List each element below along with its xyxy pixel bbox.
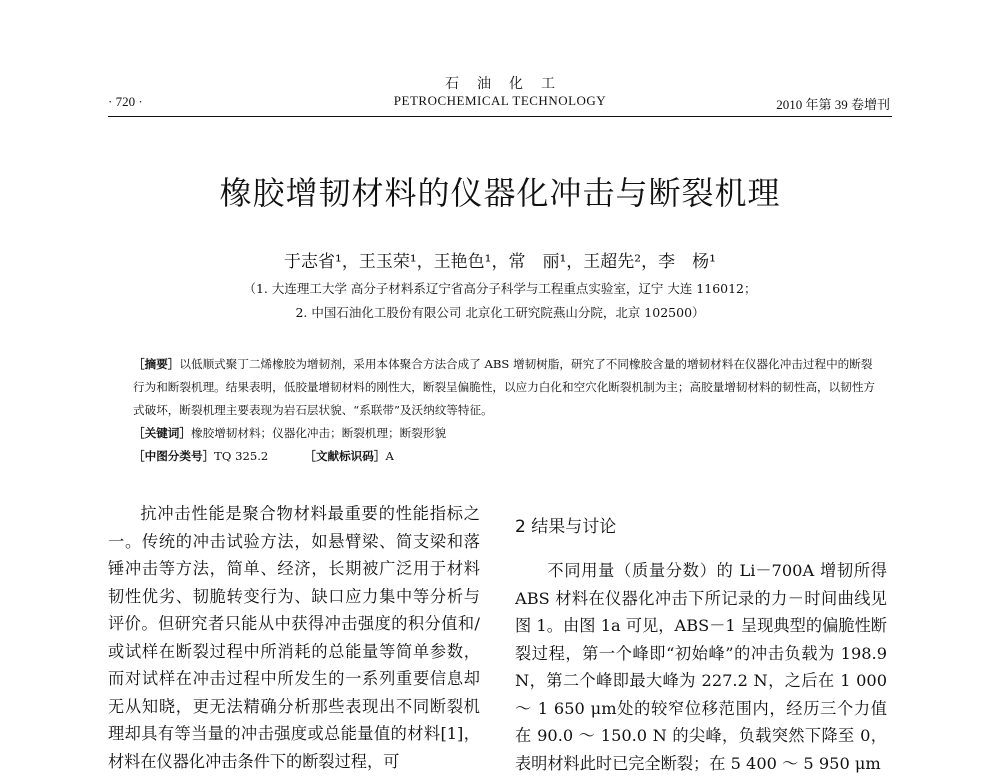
issue-info: 2010 年第 39 卷增刊 [776,97,890,112]
journal-name-english: PETROCHEMICAL TECHNOLOGY [393,93,607,108]
abstract-label: ［摘要］ [133,357,180,371]
paper-title: 橡胶增韧材料的仪器化冲击与断裂机理 [219,174,781,212]
doc-code-value: A [385,449,394,463]
keywords-label: ［关键词］ [133,426,191,440]
section-heading: 2 结果与讨论 [515,517,617,537]
abstract-block [133,353,881,468]
abstract-text: 以低顺式聚丁二烯橡胶为增韧剂，采用本体聚合方法合成了 ABS 增韧树脂，研究了不同橡胶含量的增韧材料在仪器化冲击过程中的断裂行为和断裂机理。结果表明，低胶量增韧材料的刚性大，断裂呈偏脆性，以应力白化和空穴化断裂机制为主；高胶量增韧材料的韧性高，以韧性方式破坏，断裂机理主要表现为岩石层状貌、“系联带”及沃纳纹等特征。 [133,357,876,417]
clc-value: TQ 325.2 [214,449,269,463]
left-column [108,500,480,775]
affiliation-1: （1. 大连理工大学 高分子材料系辽宁省高分子科学与工程重点实验室，辽宁 大连 116012； [243,281,757,296]
keywords-line [133,422,881,445]
classification-line [133,445,881,468]
introduction-paragraph: 抗冲击性能是聚合物材料最重要的性能指标之一。传统的冲击试验方法，如悬臂梁、简支梁和落锤冲击等方法，简单、经济，长期被广泛用于材料韧性优劣、韧脆转变行为、缺口应力集中等分析与评价。但研究者只能从中获得冲击强度的积分值和/或试样在断裂过程中所消耗的总能量等简单参数，而对试样在冲击过程中所发生的一系列重要信息却无从知晓，更无法精确分析那些表现出不同断裂机理却具有等当量的冲击强度或总能量值的材料[1]，材料在仪器化冲击条件下的断裂过程，可 [108,504,480,771]
right-column [515,500,887,777]
keywords-text: 橡胶增韧材料；仪器化冲击；断裂机理；断裂形貌 [190,426,447,440]
doc-code-label: ［文献标识码］ [304,449,386,463]
author-list: 于志省¹，王玉荣¹，王艳色¹，常 丽¹，王超先²，李 杨¹ [284,252,716,272]
page-number: · 720 · [108,94,143,109]
results-paragraph: 不同用量（质量分数）的 Li－700A 增韧所得 ABS 材料在仪器化冲击下所记录的力－时间曲线见图 1。由图 1a 可见，ABS－1 呈现典型的偏脆性断裂过程，第一个峰即“初始峰”的冲击负载为 198.9 N，第二个峰即最大峰为 227.2 N，之后在 1 000 ～ 1 650 μm处的较窄位移范围内，经历三个力值在 90.0 ～ 150.0 N 的尖峰，负载突然下降至 0，表明材料此时已完全断裂；在 5 400 ～ 5 950 μm [515,561,887,773]
clc-label: ［中图分类号］ [133,449,215,463]
abstract-paragraph [133,357,875,417]
journal-name-chinese: 石油化工 [445,76,573,92]
header-rule [108,116,892,117]
affiliation-2: 2. 中国石油化工股份有限公司 北京化工研究院燕山分院，北京 102500） [295,305,705,320]
